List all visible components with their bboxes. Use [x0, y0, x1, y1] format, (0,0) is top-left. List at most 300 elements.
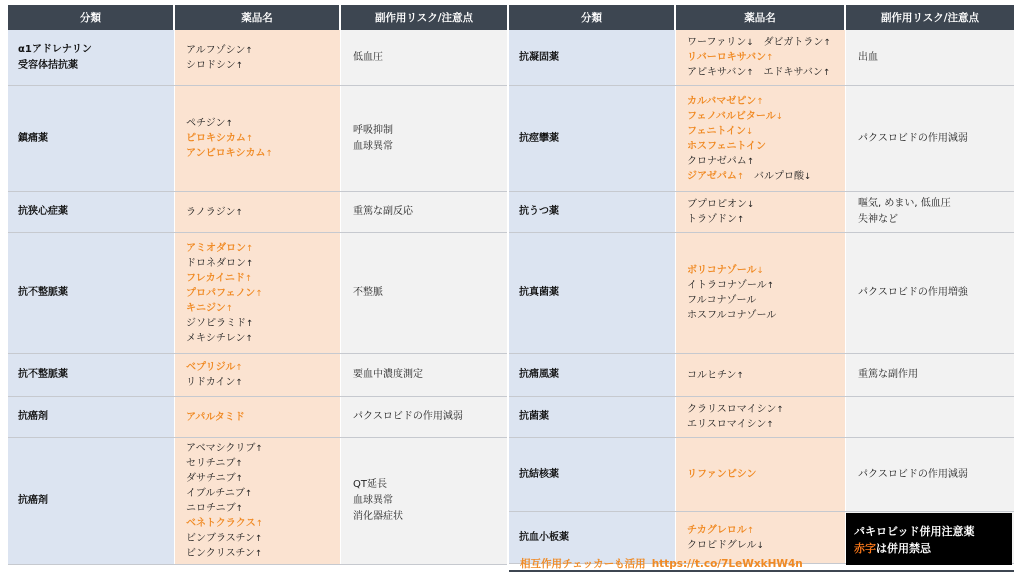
drug-line: [186, 271, 340, 286]
drug-item: [186, 43, 252, 58]
notice-legend: [854, 540, 1004, 557]
risk-cell: [341, 86, 507, 191]
drug-name: ビンブラスチン: [186, 533, 255, 544]
dose-arrow: ↓: [746, 126, 754, 137]
drug-item: [687, 35, 753, 50]
drug-name: キニジン: [186, 302, 226, 314]
drug-line: [186, 146, 340, 161]
dose-arrow: ↑: [254, 549, 263, 559]
notice-box: [846, 513, 1012, 565]
table-row: [509, 233, 1014, 354]
table-row: [8, 233, 507, 354]
category-label: [18, 131, 48, 147]
drug-name: リバーロキサバン: [687, 52, 767, 63]
drug-line: [687, 417, 845, 432]
drug-name: メキシチレン: [186, 332, 246, 344]
category-cell: [509, 397, 676, 437]
drug-name: ホスフェニトイン: [687, 140, 766, 152]
drug-line: [186, 375, 340, 390]
dose-arrow: ↑: [736, 171, 745, 182]
drug-line: [687, 197, 845, 212]
drug-line: [186, 471, 340, 486]
dose-arrow: ↓: [747, 200, 755, 210]
risk-cell: [341, 397, 507, 437]
table-row: [8, 397, 507, 438]
drug-item: [687, 293, 756, 308]
dose-arrow: ↑: [766, 420, 774, 430]
category-label: [18, 285, 68, 301]
drug-item: [186, 316, 253, 331]
risk-line: 血球異常: [353, 495, 393, 506]
drug-cell: [676, 354, 846, 396]
drug-name: ニロチニブ: [186, 503, 236, 514]
dose-arrow: ↑: [245, 134, 254, 144]
drug-line: [687, 65, 845, 80]
category-cell: [509, 438, 676, 511]
dose-arrow: ↑: [246, 318, 254, 329]
dose-arrow: ↑: [235, 474, 243, 484]
drug-name: ホスフルコナゾール: [687, 310, 777, 321]
drug-cell: [676, 438, 846, 511]
notice-legend-rest: は併用禁忌: [876, 542, 931, 556]
risk-line: 低血圧: [353, 51, 383, 63]
dose-arrow: ↑: [235, 378, 243, 388]
dose-arrow: ↑: [246, 258, 254, 269]
drug-name: フェニトイン: [687, 125, 746, 137]
category-line: 鎮痛薬: [18, 132, 48, 144]
drug-item: [763, 35, 830, 50]
drug-line: [687, 467, 845, 482]
drug-item: [687, 467, 757, 482]
drug-line: [186, 410, 340, 425]
drug-item: [687, 417, 773, 432]
risk-line: 血球異常: [353, 140, 393, 152]
category-cell: [8, 30, 175, 85]
drug-item: [186, 501, 243, 516]
dose-arrow: ↑: [265, 149, 273, 159]
dose-arrow: ↑: [235, 207, 243, 218]
drug-cell: [175, 397, 341, 437]
drug-cell: [676, 192, 846, 232]
category-cell: [8, 86, 175, 191]
header-category: 分類: [8, 5, 175, 30]
category-cell: [509, 30, 676, 85]
dose-arrow: ↑: [255, 444, 263, 454]
dose-arrow: ↑: [746, 156, 754, 167]
dose-arrow: ↑: [246, 243, 254, 254]
left-table-body: [8, 30, 507, 565]
drug-item: [186, 205, 243, 220]
table-row: [8, 30, 507, 86]
dose-arrow: ↑: [776, 405, 784, 415]
category-label: [18, 493, 48, 509]
header-risk: 副作用リスク/注意点: [880, 12, 980, 24]
drug-name: ジソピラミド: [186, 317, 246, 329]
risk-cell: [846, 397, 1014, 437]
risk-cell: [846, 438, 1014, 511]
drug-name: ベネトクラクス: [186, 518, 256, 529]
category-line: 抗痛風薬: [519, 369, 559, 381]
drug-cell: [175, 354, 341, 396]
drug-name: ダビガトラン: [763, 37, 824, 48]
drug-item: [186, 256, 253, 271]
drug-name: リファンピシン: [687, 469, 757, 480]
category-line: α1アドレナリン: [18, 44, 92, 55]
dose-arrow: ↑: [756, 96, 764, 107]
category-cell: [509, 192, 676, 232]
drug-name: ワーファリン: [687, 37, 747, 48]
drug-name: アミオダロン: [186, 242, 246, 254]
category-line: 抗癌剤: [18, 495, 48, 507]
category-label: [519, 50, 559, 66]
dose-arrow: ↑: [766, 53, 774, 63]
drug-item: [186, 301, 233, 316]
drug-item: [186, 286, 262, 301]
dose-arrow: ↑: [255, 288, 263, 299]
drug-line: [186, 116, 340, 131]
left-table-header: [8, 5, 507, 30]
drug-item: [186, 375, 243, 390]
drug-line: [687, 154, 845, 169]
drug-line: [687, 293, 845, 308]
right-table-body: [509, 30, 1014, 564]
drug-item: [687, 169, 744, 184]
drug-name: クロナゼパム: [687, 155, 747, 167]
dose-arrow: ↑: [225, 119, 233, 129]
checker-note-text: 相互作用チェッカーも活用: [520, 558, 646, 570]
drug-name: フレカイニド: [186, 272, 245, 284]
drug-cell: [676, 86, 846, 191]
dose-arrow: ↑: [766, 281, 774, 291]
dose-arrow: ↓: [756, 540, 764, 551]
checker-link[interactable]: https://t.co/7LeWxkHW4n: [651, 558, 803, 570]
table-row: [509, 192, 1014, 233]
drug-line: [186, 256, 340, 271]
category-line: 受容体拮抗薬: [18, 59, 78, 71]
category-line: 抗結核薬: [519, 468, 559, 480]
drug-line: [186, 501, 340, 516]
dose-arrow: ↑: [746, 68, 754, 78]
drug-line: [687, 308, 845, 323]
risk-line: パクスロビドの作用減弱: [858, 132, 968, 144]
drug-line: [186, 486, 340, 501]
category-line: 抗不整脈薬: [18, 369, 68, 381]
drug-item: [687, 278, 774, 293]
category-label: [519, 409, 549, 425]
drug-item: [186, 331, 253, 346]
header-risk: 副作用リスク/注意点: [374, 12, 474, 24]
drug-item: [186, 516, 263, 531]
dose-arrow: ↓: [756, 266, 764, 276]
dose-arrow: ↑: [737, 215, 745, 225]
drug-line: [186, 58, 340, 73]
drug-name: ペチジン: [186, 118, 226, 129]
drug-name: フルコナゾール: [687, 295, 757, 306]
drug-line: [687, 124, 845, 139]
dose-arrow: ↑: [235, 60, 243, 71]
category-line: 抗うつ薬: [519, 206, 559, 218]
drug-item: [186, 471, 243, 486]
dose-arrow: ↓: [746, 38, 754, 48]
notice-red-word: 赤字: [854, 542, 876, 556]
drug-name: カルバマゼピン: [687, 95, 757, 107]
drug-item: [186, 531, 262, 546]
category-label: [18, 409, 48, 425]
risk-line: 出血: [858, 51, 878, 63]
category-cell: [509, 86, 676, 191]
drug-name: ラノラジン: [186, 206, 236, 218]
risk-line: 消化器症状: [353, 511, 403, 522]
drug-item: [687, 402, 783, 417]
drug-cell: [676, 30, 846, 85]
risk-cell: [846, 30, 1014, 85]
category-line: 抗狭心症薬: [18, 206, 68, 218]
category-label: [519, 285, 559, 301]
drug-item: [687, 109, 783, 124]
drug-item: [186, 441, 263, 456]
table-row: [509, 30, 1014, 86]
risk-line: パクスロビドの作用減弱: [353, 411, 463, 422]
drug-name: アピキサバン: [687, 67, 747, 78]
drug-line: [687, 402, 845, 417]
dose-arrow: ↑: [245, 333, 253, 344]
table-row: [509, 438, 1014, 512]
dose-arrow: ↑: [235, 363, 243, 373]
drug-name: アベマシクリブ: [186, 443, 256, 454]
drug-line: [186, 516, 340, 531]
drug-line: [186, 43, 340, 58]
drug-name: トラゾドン: [687, 214, 737, 225]
drug-cell: [676, 233, 846, 353]
drug-line: [186, 331, 340, 346]
drug-item: [186, 58, 243, 73]
risk-line: 重篤な副作用: [858, 369, 918, 380]
header-drug-name: 薬品名: [676, 5, 846, 30]
drug-name: プロパフェノン: [186, 287, 256, 299]
risk-cell: [341, 233, 507, 353]
risk-cell: [846, 354, 1014, 396]
drug-name: フェノバルビタール: [687, 110, 776, 122]
dose-arrow: ↑: [235, 504, 243, 514]
drug-item: [186, 546, 262, 561]
risk-cell: [846, 192, 1014, 232]
table-row: [8, 86, 507, 192]
drug-item: [687, 124, 753, 139]
drug-line: [687, 212, 845, 227]
drug-name: イトラコナゾール: [687, 280, 767, 291]
dose-arrow: ↑: [746, 525, 754, 536]
table-row: [509, 86, 1014, 192]
drug-name: ピロキシカム: [186, 133, 246, 144]
category-line: 抗不整脈薬: [18, 287, 68, 299]
dose-arrow: ↑: [244, 273, 253, 284]
category-line: 抗癌剤: [18, 411, 48, 423]
drug-cell: [175, 86, 341, 191]
drug-line: [687, 523, 845, 538]
drug-line: [687, 169, 845, 184]
drug-cell: [175, 233, 341, 353]
dose-arrow: ↓: [804, 171, 812, 182]
drug-cell: [676, 397, 846, 437]
drug-name: ドロネダロン: [186, 257, 246, 269]
drug-item: [687, 139, 766, 154]
drug-name: ブプロピオン: [687, 199, 747, 210]
drug-name: ビンクリスチン: [186, 548, 255, 559]
dose-arrow: ↑: [823, 38, 831, 48]
drug-name: エドキサバン: [763, 67, 823, 78]
drug-item: [687, 263, 764, 278]
drug-name: バルプロ酸: [754, 170, 805, 182]
drug-item: [687, 197, 754, 212]
drug-name: ベプリジル: [186, 362, 236, 373]
drug-line: [186, 205, 340, 220]
drug-item: [186, 486, 252, 501]
risk-cell: [341, 192, 507, 232]
category-line: 抗痙攣薬: [519, 132, 559, 144]
drug-item: [186, 410, 245, 425]
drug-item: [687, 154, 754, 169]
risk-cell: [341, 30, 507, 85]
drug-name: エリスロマイシン: [687, 419, 767, 430]
risk-line: パクスロビドの作用減弱: [858, 468, 968, 480]
table-row: [509, 354, 1014, 397]
risk-line: 嘔気, めまい, 低血圧: [858, 198, 951, 209]
risk-line: 重篤な副反応: [353, 206, 413, 217]
drug-line: [186, 241, 340, 256]
drug-line: [687, 50, 845, 65]
category-label: [519, 467, 559, 483]
risk-cell: [846, 86, 1014, 191]
drug-name: クラリスロマイシン: [687, 404, 777, 415]
dose-arrow: ↑: [225, 303, 233, 314]
drug-line: [687, 538, 845, 553]
drug-name: リドカイン: [186, 377, 236, 388]
risk-line: パクスロビドの作用増強: [858, 287, 968, 298]
drug-line: [687, 109, 845, 124]
left-table: [8, 5, 507, 565]
drug-item: [687, 523, 754, 538]
dose-arrow: ↓: [775, 111, 783, 122]
risk-cell: [341, 354, 507, 396]
table-row: [8, 354, 507, 397]
risk-cell: [341, 438, 507, 564]
right-table: [509, 5, 1014, 564]
dose-arrow: ↑: [822, 68, 831, 78]
category-label: [519, 204, 559, 220]
category-line: 抗菌薬: [519, 411, 549, 423]
header-drug-name: 薬品名: [175, 5, 341, 30]
category-line: 抗真菌薬: [519, 287, 559, 299]
drug-line: [687, 278, 845, 293]
drug-name: イブルチニブ: [186, 488, 245, 499]
dose-arrow: ↑: [255, 534, 263, 544]
category-cell: [8, 233, 175, 353]
risk-line: 不整脈: [353, 287, 383, 298]
drug-item: [687, 368, 744, 383]
drug-cell: [175, 192, 341, 232]
dose-arrow: ↑: [235, 459, 243, 469]
drug-item: [687, 538, 764, 553]
drug-item: [687, 94, 763, 109]
drug-line: [687, 368, 845, 383]
category-label: [519, 367, 559, 383]
drug-item: [186, 146, 273, 161]
drug-line: [687, 94, 845, 109]
drug-item: [764, 65, 831, 80]
drug-name: アルフゾシン: [186, 44, 246, 56]
drug-name: チカグレロル: [687, 524, 747, 536]
drug-line: [687, 35, 845, 50]
category-cell: [509, 354, 676, 396]
drug-name: アンピロキシカム: [186, 148, 266, 159]
table-row: [8, 438, 507, 565]
drug-item: [754, 169, 811, 184]
drug-item: [186, 116, 233, 131]
drug-line: [186, 301, 340, 316]
category-label: [18, 367, 68, 383]
drug-name: クロピドグレル: [687, 539, 757, 551]
right-table-header: [509, 5, 1014, 30]
drug-line: [687, 263, 845, 278]
table-row: [8, 192, 507, 233]
risk-line: 失神など: [858, 214, 898, 225]
category-cell: [8, 438, 175, 564]
dose-arrow: ↑: [736, 370, 744, 381]
drug-cell: [175, 438, 341, 564]
drug-line: [186, 546, 340, 561]
drug-name: コルヒチン: [687, 369, 737, 381]
drug-name: ボリコナゾール: [687, 265, 757, 276]
drug-name: セリチニブ: [186, 458, 236, 469]
risk-cell: [846, 233, 1014, 353]
drug-line: [186, 131, 340, 146]
header-category: 分類: [509, 5, 676, 30]
table-row: [509, 397, 1014, 438]
category-cell: [509, 233, 676, 353]
drug-item: [687, 65, 754, 80]
dose-arrow: ↑: [244, 489, 253, 499]
drug-cell: [175, 30, 341, 85]
drug-item: [186, 241, 253, 256]
drug-line: [186, 360, 340, 375]
drug-name: ジアゼパム: [687, 170, 737, 182]
drug-item: [186, 271, 252, 286]
drug-item: [186, 456, 243, 471]
drug-name: ダサチニブ: [186, 473, 236, 484]
drug-line: [687, 139, 845, 154]
drug-line: [186, 286, 340, 301]
category-line: 抗凝固薬: [519, 51, 559, 63]
drug-item: [687, 50, 773, 65]
drug-item: [186, 360, 242, 375]
category-label: [18, 42, 92, 73]
category-label: [18, 204, 68, 220]
risk-line: 呼吸抑制: [353, 124, 393, 136]
checker-note: [520, 556, 803, 571]
drug-item: [687, 212, 744, 227]
drug-item: [186, 131, 253, 146]
category-label: [519, 530, 569, 546]
drug-name: シロドシン: [186, 59, 236, 71]
drug-item: [687, 308, 776, 323]
dose-arrow: ↑: [255, 519, 263, 529]
drug-name: アパルタミド: [186, 411, 245, 423]
category-cell: [8, 192, 175, 232]
drug-line: [186, 456, 340, 471]
risk-line: QT延長: [353, 479, 387, 490]
category-line: 抗血小板薬: [519, 531, 569, 543]
category-cell: [8, 397, 175, 437]
